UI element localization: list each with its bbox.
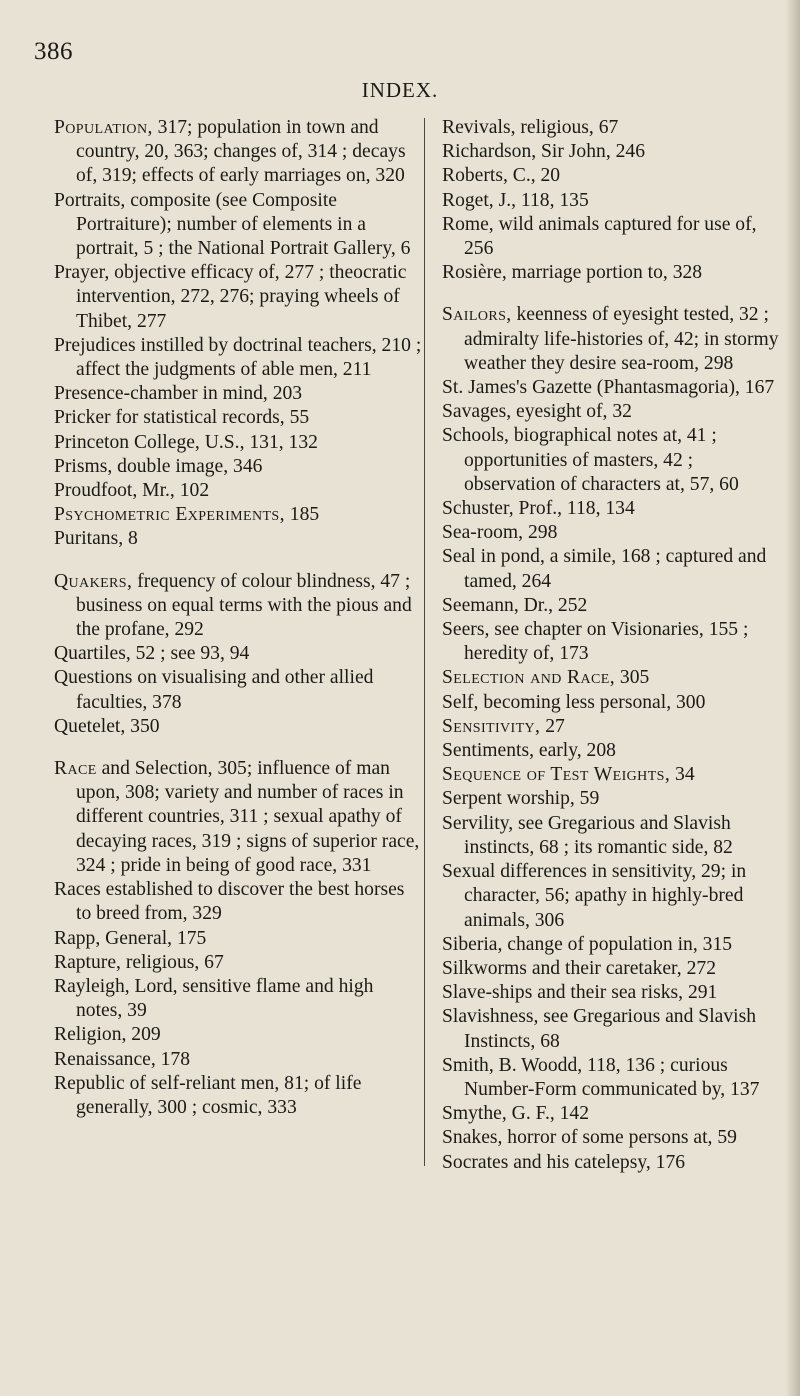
- entry-text: Seal in pond, a simile, 168 ; captured and tamed, 264: [442, 546, 767, 592]
- index-entry: [442, 957, 782, 981]
- index-entry: [54, 715, 422, 739]
- entry-text: Rome, wild animals captured for use of, 256: [442, 213, 757, 260]
- index-entry: [442, 933, 782, 957]
- index-entry: [442, 1126, 782, 1150]
- entry-text: Seers, see chapter on Visionaries, 155 ; heredity of, 173: [442, 619, 749, 665]
- index-entry: [442, 691, 782, 715]
- index-entry: [442, 666, 782, 690]
- entry-heading: Psychometric Experiments,: [54, 504, 285, 526]
- entry-text: Snakes, horror of some persons at, 59: [442, 1127, 737, 1149]
- entry-text: Rapture, religious, 67: [54, 951, 224, 973]
- entry-text: St. James's Gazette (Phantasmagoria), 167: [442, 377, 775, 399]
- entry-text: Savages, eyesight of, 32: [442, 401, 632, 423]
- entry-text: Revivals, religious, 67: [442, 117, 619, 138]
- entry-heading: Population,: [54, 117, 153, 138]
- entry-text: Religion, 209: [54, 1024, 161, 1046]
- entry-text: and Selection, 305; influence of man upon, 308; variety and number of races in different countries, 311 ; sexual apathy of decaying races, 319 ; signs of superior race, 324 ; pride in being of good race, 331: [76, 758, 420, 876]
- entry-text: Richardson, Sir John, 246: [442, 141, 646, 163]
- entry-heading: Quakers,: [54, 570, 133, 592]
- index-entry: [54, 334, 422, 382]
- entry-text: Sea-room, 298: [442, 522, 558, 544]
- entry-text: Siberia, change of population in, 315: [442, 933, 733, 955]
- index-entry: [54, 666, 422, 714]
- entry-heading: Sequence of Test Weights,: [442, 764, 671, 786]
- entry-text: 27: [540, 715, 565, 737]
- index-entry: [442, 497, 782, 521]
- index-entry: [442, 400, 782, 424]
- index-entry: [442, 140, 782, 164]
- entry-text: Servility, see Gregarious and Slavish instincts, 68 ; its romantic side, 82: [442, 812, 733, 858]
- index-entry: [442, 261, 782, 285]
- entry-heading: Sailors,: [442, 304, 512, 326]
- index-entry: [54, 189, 422, 262]
- entry-text: Prisms, double image, 346: [54, 455, 263, 477]
- entry-heading: Selection and Race,: [442, 667, 616, 689]
- running-head: INDEX.: [361, 78, 439, 102]
- right-column: [442, 116, 782, 1175]
- index-entry: [54, 1023, 422, 1047]
- entry-text: Slave-ships and their sea risks, 291: [442, 982, 718, 1004]
- entry-text: Prejudices instilled by doctrinal teachers, 210 ; affect the judgments of able men, 211: [54, 334, 422, 381]
- entry-text: Quartiles, 52 ; see 93, 94: [54, 643, 250, 665]
- index-entry: [442, 424, 782, 497]
- entry-text: Smythe, G. F., 142: [442, 1103, 590, 1125]
- page-number: 386: [34, 38, 73, 65]
- index-entry: [54, 406, 422, 430]
- index-entry: [54, 455, 422, 479]
- index-entry: [442, 787, 782, 811]
- index-entry: [442, 1054, 782, 1102]
- index-entry: [442, 376, 782, 400]
- index-entry: [442, 164, 782, 188]
- index-entry: [442, 303, 782, 376]
- entry-text: Puritans, 8: [54, 528, 138, 550]
- index-entry: [442, 1005, 782, 1053]
- entry-text: Republic of self-reliant men, 81; of life generally, 300 ; cosmic, 333: [54, 1072, 362, 1118]
- index-entry: [54, 1048, 422, 1072]
- index-entry: [442, 739, 782, 763]
- index-entry: [54, 527, 422, 551]
- index-entry: [54, 479, 422, 503]
- index-entry: [442, 116, 782, 140]
- left-column: [54, 116, 422, 1120]
- index-entry: [442, 521, 782, 545]
- index-entry: [54, 570, 422, 643]
- index-entry: [442, 1102, 782, 1126]
- entry-text: Slavishness, see Gregarious and Slavish Instincts, 68: [442, 1006, 756, 1052]
- entry-text: Sentiments, early, 208: [442, 740, 616, 762]
- entry-text: keenness of eyesight tested, 32 ; admiralty life-histories of, 42; in stormy weather they desire sea-room, 298: [464, 304, 779, 374]
- entry-text: Smith, B. Woodd, 118, 136 ; curious Number-Form communicated by, 137: [442, 1054, 760, 1100]
- index-entry: [442, 618, 782, 666]
- entry-text: Roget, J., 118, 135: [442, 189, 589, 211]
- entry-heading: Sensitivity,: [442, 715, 541, 737]
- index-entry: [442, 545, 782, 593]
- index-entry: [54, 757, 422, 878]
- index-entry: [54, 642, 422, 666]
- index-entry: [54, 975, 422, 1023]
- index-entry: [54, 116, 422, 189]
- entry-text: 317; population in town and country, 20, 363; changes of, 314 ; decays of, 319; effects of early marriages on, 320: [76, 117, 406, 187]
- entry-text: Rapp, General, 175: [54, 927, 207, 949]
- entry-text: Quetelet, 350: [54, 715, 160, 737]
- index-entry: [442, 189, 782, 213]
- entry-text: Presence-chamber in mind, 203: [54, 383, 303, 405]
- index-entry: [442, 715, 782, 739]
- entry-text: Silkworms and their caretaker, 272: [442, 957, 716, 979]
- index-entry: [442, 812, 782, 860]
- entry-text: Rosière, marriage portion to, 328: [442, 262, 703, 284]
- entry-text: Roberts, C., 20: [442, 165, 561, 187]
- index-entry: [54, 927, 422, 951]
- entry-text: Schools, biographical notes at, 41 ; opportunities of masters, 42 ; observation of characters at, 57, 60: [442, 425, 739, 495]
- column-divider: [424, 118, 425, 1166]
- entry-text: 34: [670, 764, 695, 786]
- entry-heading: Race: [54, 758, 97, 780]
- index-entry: [442, 860, 782, 933]
- entry-text: Self, becoming less personal, 300: [442, 691, 706, 713]
- entry-text: Socrates and his catelepsy, 176: [442, 1151, 686, 1173]
- entry-text: Pricker for statistical records, 55: [54, 407, 310, 429]
- index-entry: [54, 503, 422, 527]
- entry-text: Schuster, Prof., 118, 134: [442, 498, 635, 520]
- entry-text: 185: [284, 504, 320, 526]
- index-entry: [54, 878, 422, 926]
- entry-text: Races established to discover the best horses to breed from, 329: [54, 879, 405, 925]
- index-entry: [54, 1072, 422, 1120]
- entry-text: Princeton College, U.S., 131, 132: [54, 431, 318, 453]
- index-entry: [442, 763, 782, 787]
- entry-text: Seemann, Dr., 252: [442, 594, 588, 616]
- index-entry: [442, 594, 782, 618]
- page-edge-shadow: [786, 0, 800, 1396]
- entry-text: 305: [615, 667, 650, 689]
- entry-text: Proudfoot, Mr., 102: [54, 480, 210, 502]
- index-entry: [442, 1151, 782, 1175]
- entry-text: Rayleigh, Lord, sensitive flame and high notes, 39: [54, 975, 374, 1022]
- index-entry: [442, 213, 782, 261]
- entry-text: frequency of colour blindness, 47 ; business on equal terms with the pious and the profane, 292: [76, 570, 412, 641]
- index-entry: [54, 951, 422, 975]
- index-entry: [54, 382, 422, 406]
- entry-text: Portraits, composite (see Composite Portraiture); number of elements in a portrait, 5 ; the National Portrait Gallery, 6: [54, 189, 411, 260]
- entry-text: Prayer, objective efficacy of, 277 ; theocratic intervention, 272, 276; praying wheels of Thibet, 277: [54, 262, 407, 332]
- entry-text: Questions on visualising and other allied faculties, 378: [54, 667, 374, 713]
- index-entry: [54, 431, 422, 455]
- index-entry: [442, 981, 782, 1005]
- entry-text: Sexual differences in sensitivity, 29; in character, 56; apathy in highly-bred animals, 306: [442, 861, 747, 931]
- entry-text: Renaissance, 178: [54, 1048, 191, 1070]
- entry-text: Serpent worship, 59: [442, 788, 600, 810]
- index-entry: [54, 261, 422, 334]
